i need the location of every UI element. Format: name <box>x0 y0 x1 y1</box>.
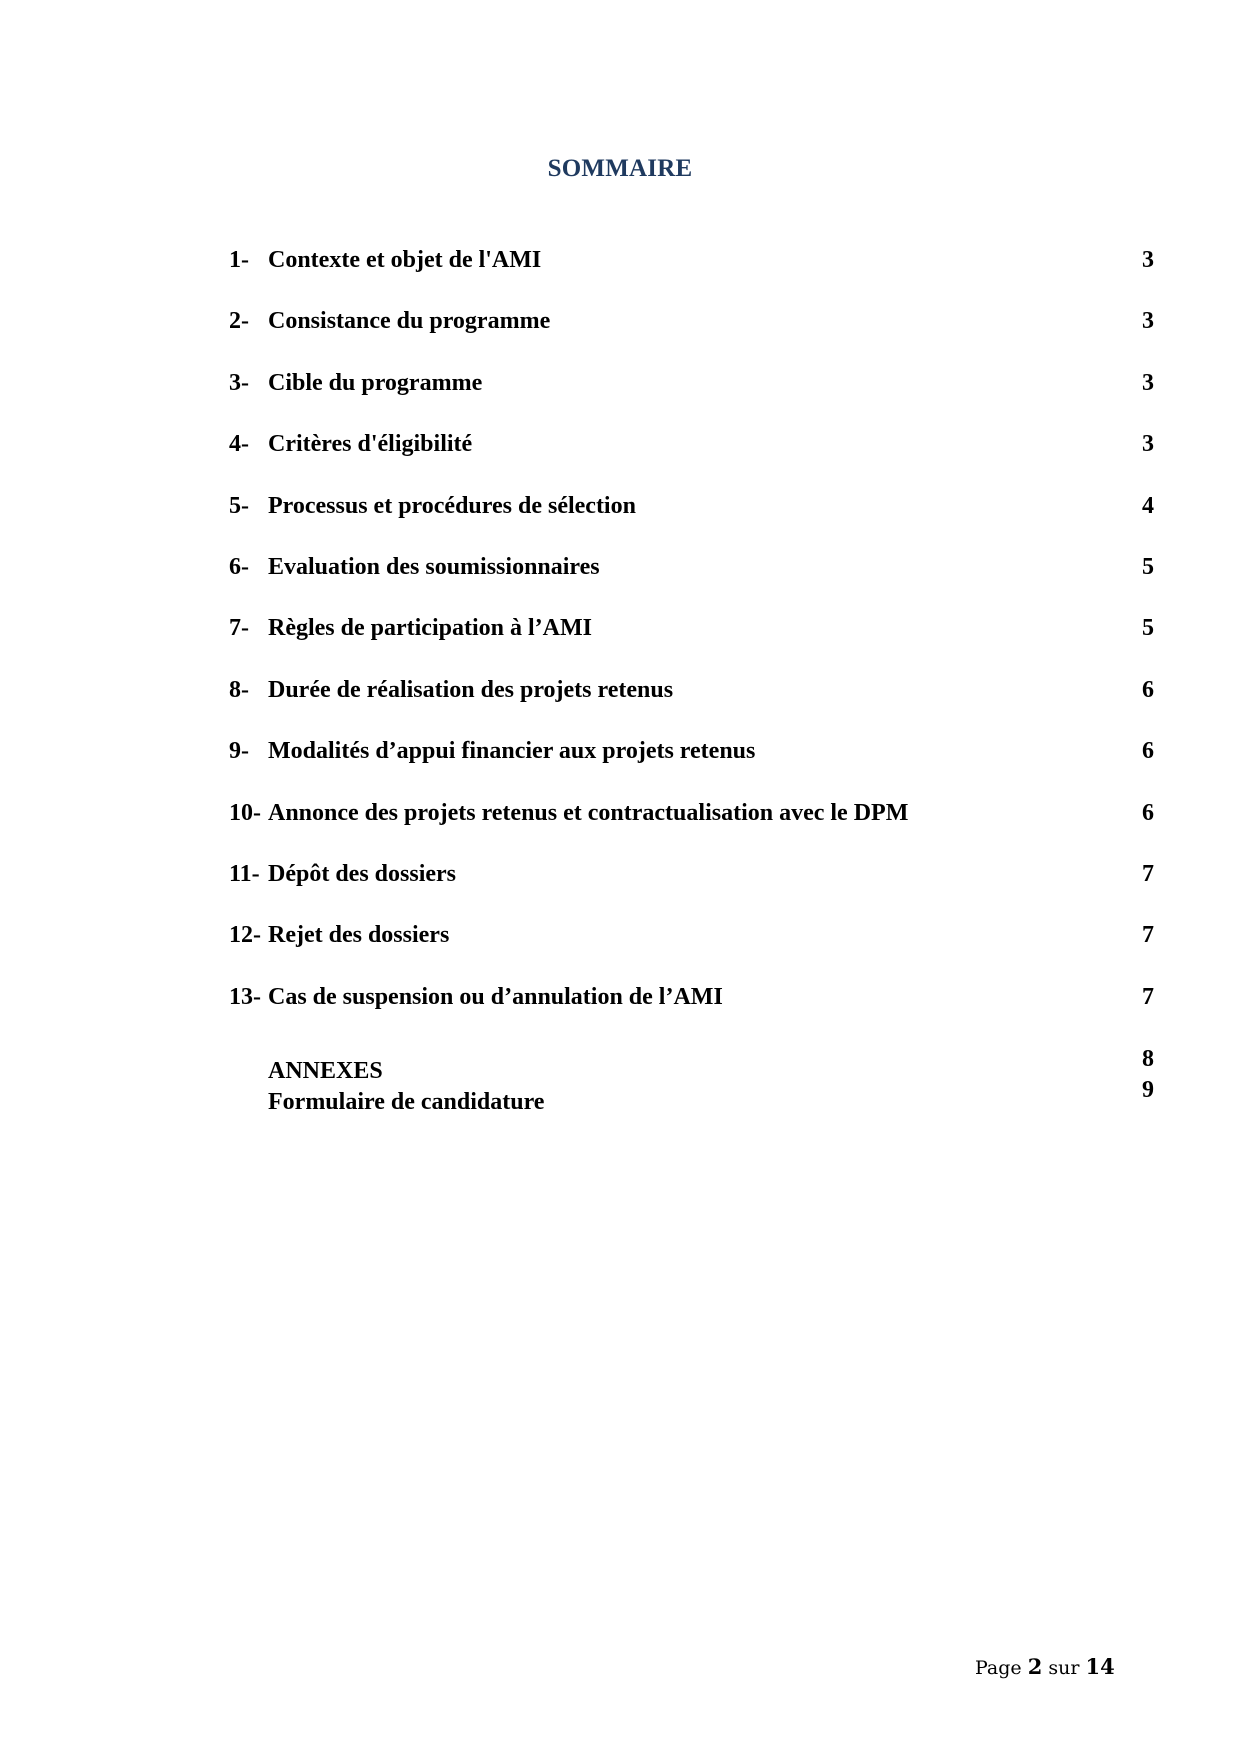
toc-entry-label: Dépôt des dossiers <box>268 860 457 887</box>
annex-page: 9 <box>1142 1077 1154 1103</box>
page-title: SOMMAIRE <box>547 155 693 182</box>
toc-entry-page: 7 <box>1142 860 1154 887</box>
toc-entry-page: 6 <box>1142 738 1154 765</box>
page-footer <box>975 1654 1115 1679</box>
toc-entry-label: Evaluation des soumissionnaires <box>268 553 600 580</box>
toc-entry-label: Contexte et objet de l'AMI <box>268 247 542 273</box>
toc-entry-number: 6- <box>229 553 249 580</box>
toc-entry-label: Règles de participation à l’AMI <box>268 615 592 642</box>
annex-label: ANNEXES <box>268 1058 383 1084</box>
toc-entry-10[interactable] <box>229 799 1154 860</box>
toc-entry-label: Modalités d’appui financier aux projets retenus <box>268 738 756 765</box>
toc-entry-number: 1- <box>229 247 249 273</box>
toc-entry-number: 11- <box>229 860 260 887</box>
toc-entry-6[interactable] <box>229 553 1154 614</box>
toc-entry-number: 12- <box>229 922 261 949</box>
toc-entry-label: Rejet des dossiers <box>268 922 450 949</box>
toc-entry-number: 3- <box>229 369 249 396</box>
toc-entry-4[interactable] <box>229 430 1154 491</box>
toc-entry-number: 13- <box>229 983 261 1010</box>
annex-page: 8 <box>1142 1046 1154 1072</box>
toc-entry-9[interactable] <box>229 737 1154 798</box>
toc-entry-11[interactable] <box>229 860 1154 921</box>
footer-separator: sur <box>1048 1657 1080 1679</box>
toc-entry-8[interactable] <box>229 676 1154 737</box>
footer-total-pages: 14 <box>1085 1654 1115 1679</box>
toc-entry-page: 5 <box>1142 553 1154 580</box>
toc-entry-label: Annonce des projets retenus et contractualisation avec le DPM <box>268 799 909 826</box>
toc-entry-number: 9- <box>229 738 249 765</box>
table-of-contents <box>229 246 1154 1044</box>
toc-entry-page: 3 <box>1142 431 1154 458</box>
toc-entry-label: Durée de réalisation des projets retenus <box>268 676 674 703</box>
toc-entry-page: 7 <box>1142 922 1154 949</box>
toc-entry-label: Cas de suspension ou d’annulation de l’AMI <box>268 983 723 1010</box>
toc-entry-page: 7 <box>1142 983 1154 1010</box>
toc-entry-page: 4 <box>1142 492 1154 519</box>
footer-current-page: 2 <box>1027 1654 1043 1679</box>
toc-entry-number: 10- <box>229 799 261 826</box>
toc-entry-number: 2- <box>229 308 249 335</box>
toc-entry-page: 3 <box>1142 308 1154 335</box>
toc-entry-label: Cible du programme <box>268 369 483 396</box>
toc-entry-12[interactable] <box>229 921 1154 982</box>
toc-entry-page: 6 <box>1142 799 1154 826</box>
annex-entry-formulaire[interactable] <box>229 1075 1154 1115</box>
annex-label: Formulaire de candidature <box>268 1089 545 1115</box>
toc-entry-page: 5 <box>1142 615 1154 642</box>
toc-entry-page: 6 <box>1142 676 1154 703</box>
toc-entry-label: Processus et procédures de sélection <box>268 492 636 519</box>
toc-entry-number: 7- <box>229 615 249 642</box>
annex-entry-annexes[interactable] <box>229 1044 1154 1084</box>
toc-entry-1[interactable] <box>229 246 1154 307</box>
toc-entry-page: 3 <box>1142 247 1154 273</box>
toc-entry-7[interactable] <box>229 614 1154 675</box>
toc-entry-number: 5- <box>229 492 249 519</box>
toc-entry-13[interactable] <box>229 983 1154 1044</box>
toc-entry-number: 4- <box>229 431 249 458</box>
toc-entry-2[interactable] <box>229 307 1154 368</box>
toc-entry-3[interactable] <box>229 369 1154 430</box>
annexes-section <box>229 1044 1154 1115</box>
footer-prefix: Page <box>975 1657 1022 1679</box>
toc-entry-number: 8- <box>229 676 249 703</box>
toc-entry-label: Consistance du programme <box>268 308 551 335</box>
toc-entry-label: Critères d'éligibilité <box>268 431 473 458</box>
toc-entry-page: 3 <box>1142 369 1154 396</box>
toc-entry-5[interactable] <box>229 492 1154 553</box>
